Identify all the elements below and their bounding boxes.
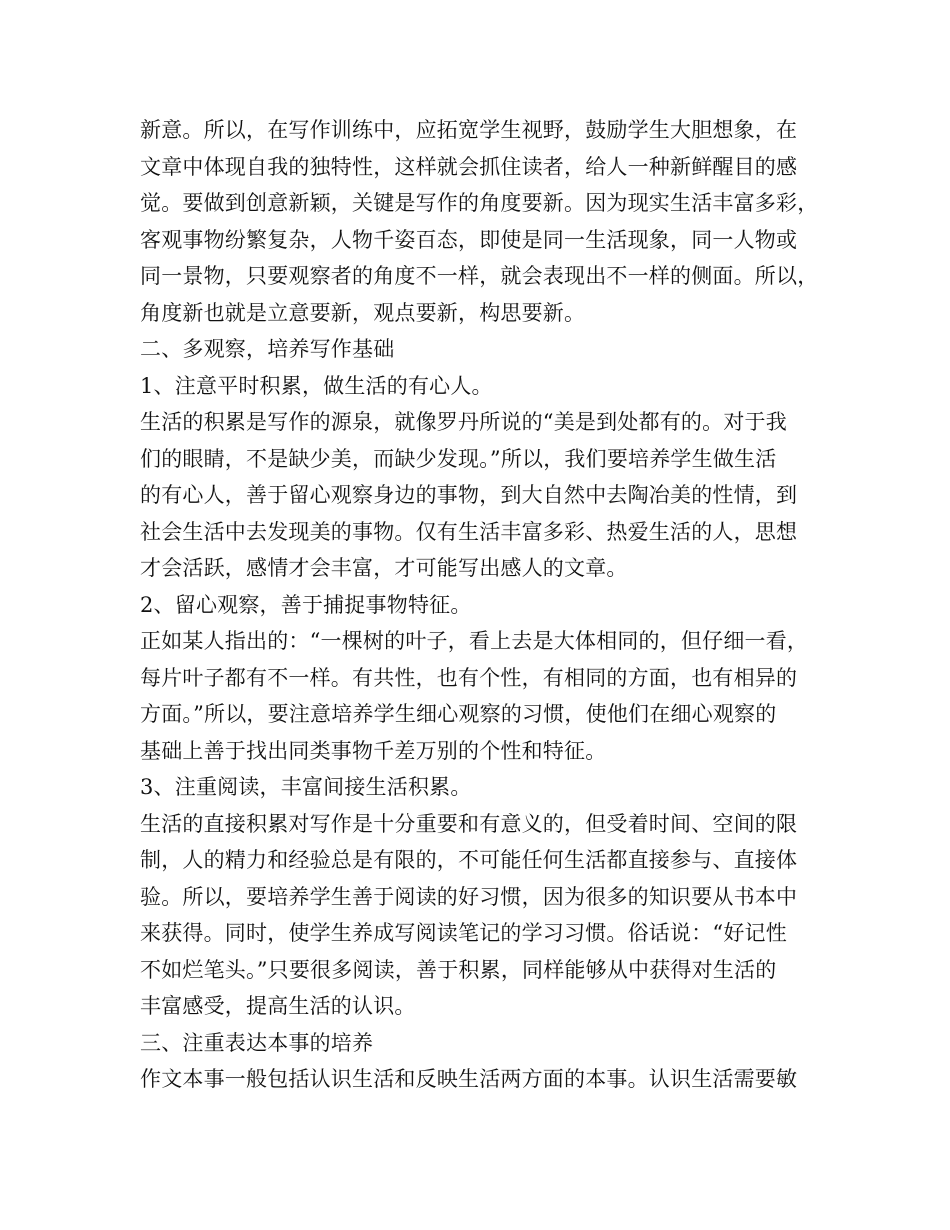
text-line: 新意。所以，在写作训练中，应拓宽学生视野，鼓励学生大胆想象，在 [140,118,798,142]
subsection-heading: 3、注重阅读，丰富间接生活积累。 [140,775,472,799]
text-line: 的有心人，善于留心观察身边的事物，到大自然中去陶冶美的性情，到 [140,483,798,507]
text-line: 正如某人指出的：“一棵树的叶子，看上去是大体相同的，但仔细一看， [140,629,809,653]
text-line: 社会生活中去发现美的事物。仅有生活丰富多彩、热爱生活的人，思想 [140,519,798,544]
text-line: 生活的积累是写作的源泉，就像罗丹所说的“美是到处都有的。对于我 [140,410,787,434]
subsection-heading: 1、注意平时积累，做生活的有心人。 [140,373,493,398]
text-line: 角度新也就是立意要新，观点要新，构思要新。 [140,300,586,325]
text-line: 才会活跃，感情才会丰富，才可能写出感人的文章。 [140,556,628,580]
text-line: 验。所以，要培养学生善于阅读的好习惯，因为很多的知识要从书本中 [140,884,798,909]
text-line: 基础上善于找出同类事物千差万别的个性和特征。 [140,738,607,763]
section-heading: 三、注重表达本事的培养 [140,1030,374,1055]
text-line: 每片叶子都有不一样。有共性，也有个性，有相同的方面，也有相异的 [140,665,798,690]
text-line: 文章中体现自我的独特性，这样就会抓住读者，给人一种新鲜醒目的感 [140,154,798,179]
text-line: 同一景物，只要观察者的角度不一样，就会表现出不一样的侧面。所以， [140,264,819,288]
text-line: 作文本事一般包括认识生活和反映生活两方面的本事。认识生活需要敏 [140,1067,798,1091]
text-line: 制，人的精力和经验总是有限的，不可能任何生活都直接参与、直接体 [140,848,798,872]
section-heading: 二、多观察，培养写作基础 [140,337,395,361]
text-line: 方面。”所以，要注意培养学生细心观察的习惯，使他们在细心观察的 [140,702,777,726]
text-line: 们的眼睛，不是缺少美，而缺少发现。”所以，我们要培养学生做生活 [140,446,777,471]
text-line: 生活的直接积累对写作是十分重要和有意义的，但受着时间、空间的限 [140,811,798,836]
text-line: 丰富感受，提高生活的认识。 [140,994,416,1018]
subsection-heading: 2、留心观察，善于捕捉事物特征。 [140,592,472,617]
text-line: 来获得。同时，使学生养成写阅读笔记的学习习惯。俗话说：“好记性 [140,921,787,945]
text-line: 不如烂笔头。”只要很多阅读，善于积累，同样能够从中获得对生活的 [140,957,777,982]
document-body [140,112,830,1098]
text-line: 客观事物纷繁复杂，人物千姿百态，即使是同一生活现象，同一人物或 [140,227,798,252]
text-line: 觉。要做到创意新颖，关键是写作的角度要新。因为现实生活丰富多彩， [140,191,819,215]
